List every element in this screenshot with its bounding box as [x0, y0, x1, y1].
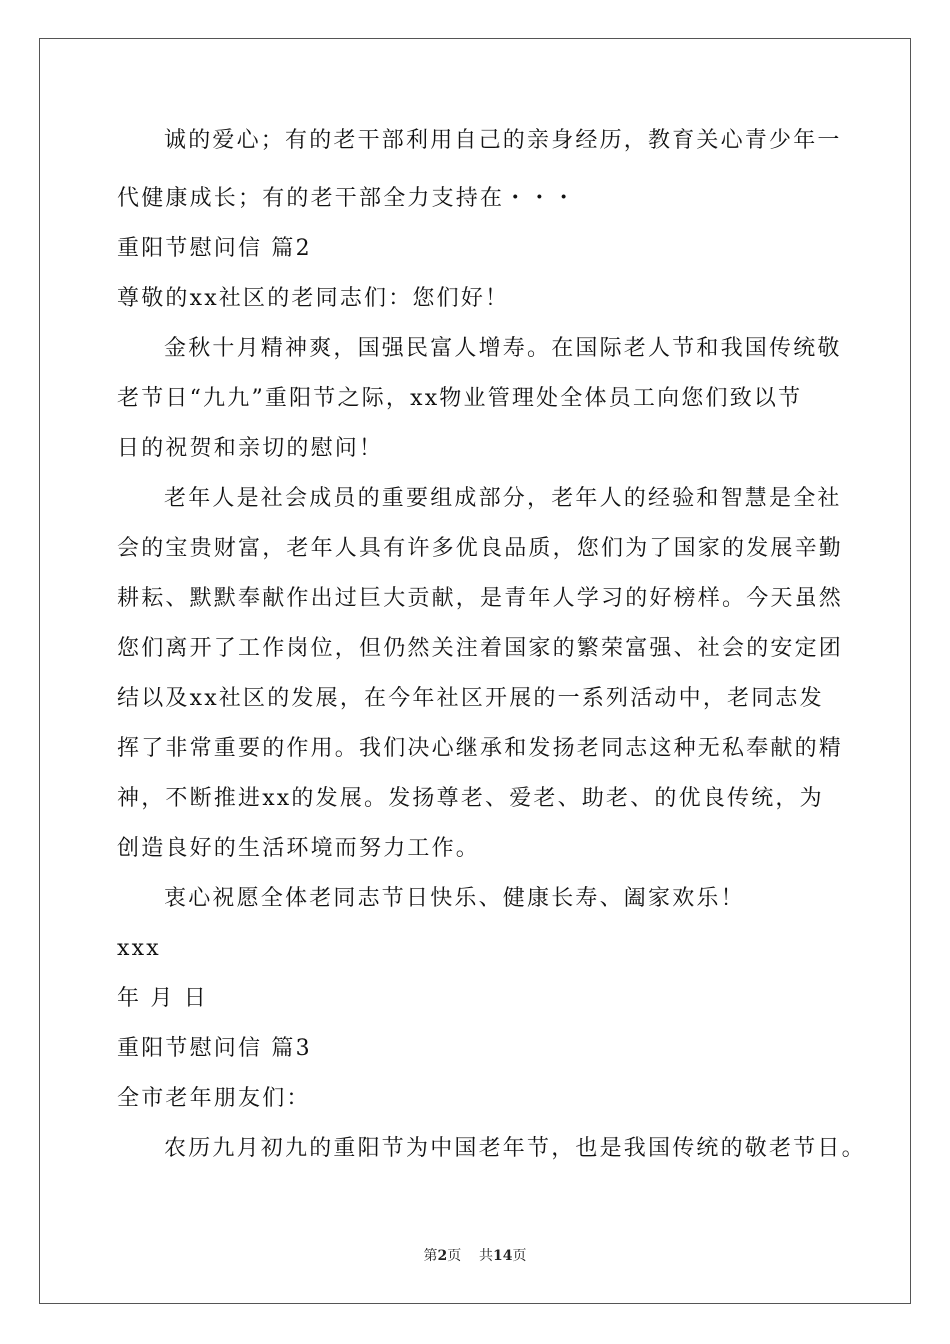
- signature: xxx: [117, 936, 161, 961]
- paragraph-line: 代健康成长；有的老干部全力支持在・・・: [117, 186, 577, 211]
- paragraph-line: 挥了非常重要的作用。我们决心继承和发扬老同志这种无私奉献的精: [117, 736, 844, 761]
- total-prefix: 共: [479, 1248, 494, 1264]
- page-border: [39, 38, 911, 1304]
- total-suffix: 页: [512, 1248, 527, 1264]
- paragraph-line: 农历九月初九的重阳节为中国老年节，也是我国传统的敬老节日。: [164, 1136, 866, 1161]
- section-heading: 重阳节慰问信 篇2: [117, 236, 312, 261]
- salutation: 全市老年朋友们：: [117, 1086, 311, 1111]
- paragraph-line: 金秋十月精神爽，国强民富人增寿。在国际老人节和我国传统敬: [164, 336, 842, 361]
- paragraph-line: 创造良好的生活环境而努力工作。: [117, 836, 481, 861]
- total-pages: 14: [493, 1248, 513, 1264]
- paragraph-line: 老节日“九九”重阳节之际，xx物业管理处全体员工向您们致以节: [117, 386, 803, 411]
- paragraph-line: 您们离开了工作岗位，但仍然关注着国家的繁荣富强、社会的安定团: [117, 636, 844, 661]
- paragraph-line: 日的祝贺和亲切的慰问！: [117, 436, 384, 461]
- page-number: 2: [437, 1248, 448, 1264]
- paragraph-line: 衷心祝愿全体老同志节日快乐、健康长寿、阖家欢乐！: [164, 886, 745, 911]
- paragraph-line: 耕耘、默默奉献作出过巨大贡献，是青年人学习的好榜样。今天虽然: [117, 586, 844, 611]
- paragraph-line: 结以及xx社区的发展，在今年社区开展的一系列活动中，老同志发: [117, 686, 824, 711]
- page-suffix: 页: [447, 1248, 462, 1264]
- salutation: 尊敬的xx社区的老同志们：您们好！: [117, 286, 510, 311]
- paragraph-line: 神，不断推进xx的发展。发扬尊老、爱老、助老、的优良传统，为: [117, 786, 824, 811]
- paragraph-line: 会的宝贵财富，老年人具有许多优良品质，您们为了国家的发展辛勤: [117, 536, 844, 561]
- paragraph-line: 老年人是社会成员的重要组成部分，老年人的经验和智慧是全社: [164, 486, 842, 511]
- date-line: 年 月 日: [117, 986, 208, 1011]
- page-prefix: 第: [423, 1248, 438, 1264]
- paragraph-line: 诚的爱心；有的老干部利用自己的亲身经历，教育关心青少年一: [164, 128, 842, 153]
- section-heading: 重阳节慰问信 篇3: [117, 1036, 312, 1061]
- page-footer: [0, 1247, 950, 1265]
